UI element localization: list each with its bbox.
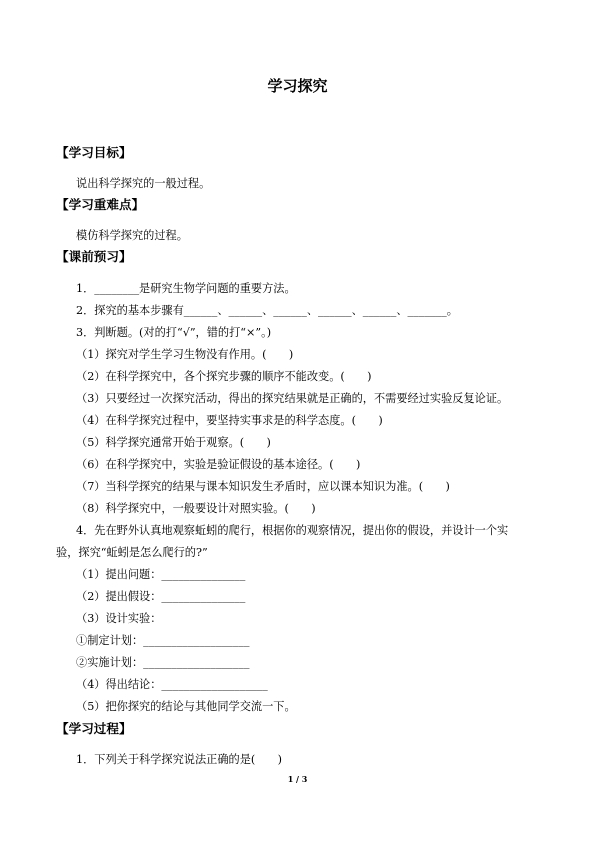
preview-line: 4．先在野外认真地观察蚯蚓的爬行，根据你的观察情况，提出你的假设，并设计一个实	[76, 524, 509, 537]
page-number: 1 / 3	[287, 774, 308, 784]
section-heading-goal: 【学习目标】	[56, 145, 132, 160]
page-title: 学习探究	[267, 77, 328, 95]
section-heading-preview: 【课前预习】	[56, 249, 132, 264]
preview-line: （5）把你探究的结论与其他同学交流一下。	[76, 700, 296, 713]
process-line: 1．下列关于科学探究说法正确的是( )	[76, 753, 283, 766]
preview-line: （2）提出假设：_______________	[76, 590, 246, 603]
preview-line: （3）只要经过一次探究活动，得出的探究结果就是正确的，不需要经过实验反复论证。	[76, 392, 509, 405]
section-heading-key: 【学习重难点】	[56, 197, 145, 212]
preview-line: （2）在科学探究中，各个探究步骤的顺序不能改变。( )	[76, 370, 372, 383]
goal-text: 说出科学探究的一般过程。	[76, 177, 211, 190]
preview-line: （8）科学探究中，一般要设计对照实验。( )	[76, 502, 316, 515]
preview-line: （3）设计实验：	[76, 612, 162, 625]
preview-line: （1）提出问题：_______________	[76, 568, 246, 581]
preview-line: （4）在科学探究过程中，要坚持实事求是的科学态度。( )	[76, 414, 383, 427]
preview-line: （4）得出结论：___________________	[76, 678, 268, 691]
preview-line: 3．判断题。(对的打“√”，错的打“×”。)	[76, 326, 272, 339]
preview-line: （1）探究对学生学习生物没有作用。( )	[76, 348, 294, 361]
preview-line: 2．探究的基本步骤有______、______、______、______、______、_______。	[76, 304, 458, 317]
preview-line: ①制定计划：___________________	[76, 634, 250, 647]
preview-line: （7）当科学探究的结果与课本知识发生矛盾时，应以课本知识为准。( )	[76, 480, 450, 493]
preview-line: ②实施计划：___________________	[76, 656, 250, 669]
section-heading-process: 【学习过程】	[56, 721, 132, 736]
preview-line: （5）科学探究通常开始于观察。( )	[76, 436, 271, 449]
key-text: 模仿科学探究的过程。	[76, 229, 188, 242]
preview-line: （6）在科学探究中，实验是验证假设的基本途径。( )	[76, 458, 361, 471]
preview-line: 1．________是研究生物学问题的重要方法。	[76, 282, 296, 295]
preview-line: 验，探究“蚯蚓是怎么爬行的?”	[56, 546, 208, 559]
